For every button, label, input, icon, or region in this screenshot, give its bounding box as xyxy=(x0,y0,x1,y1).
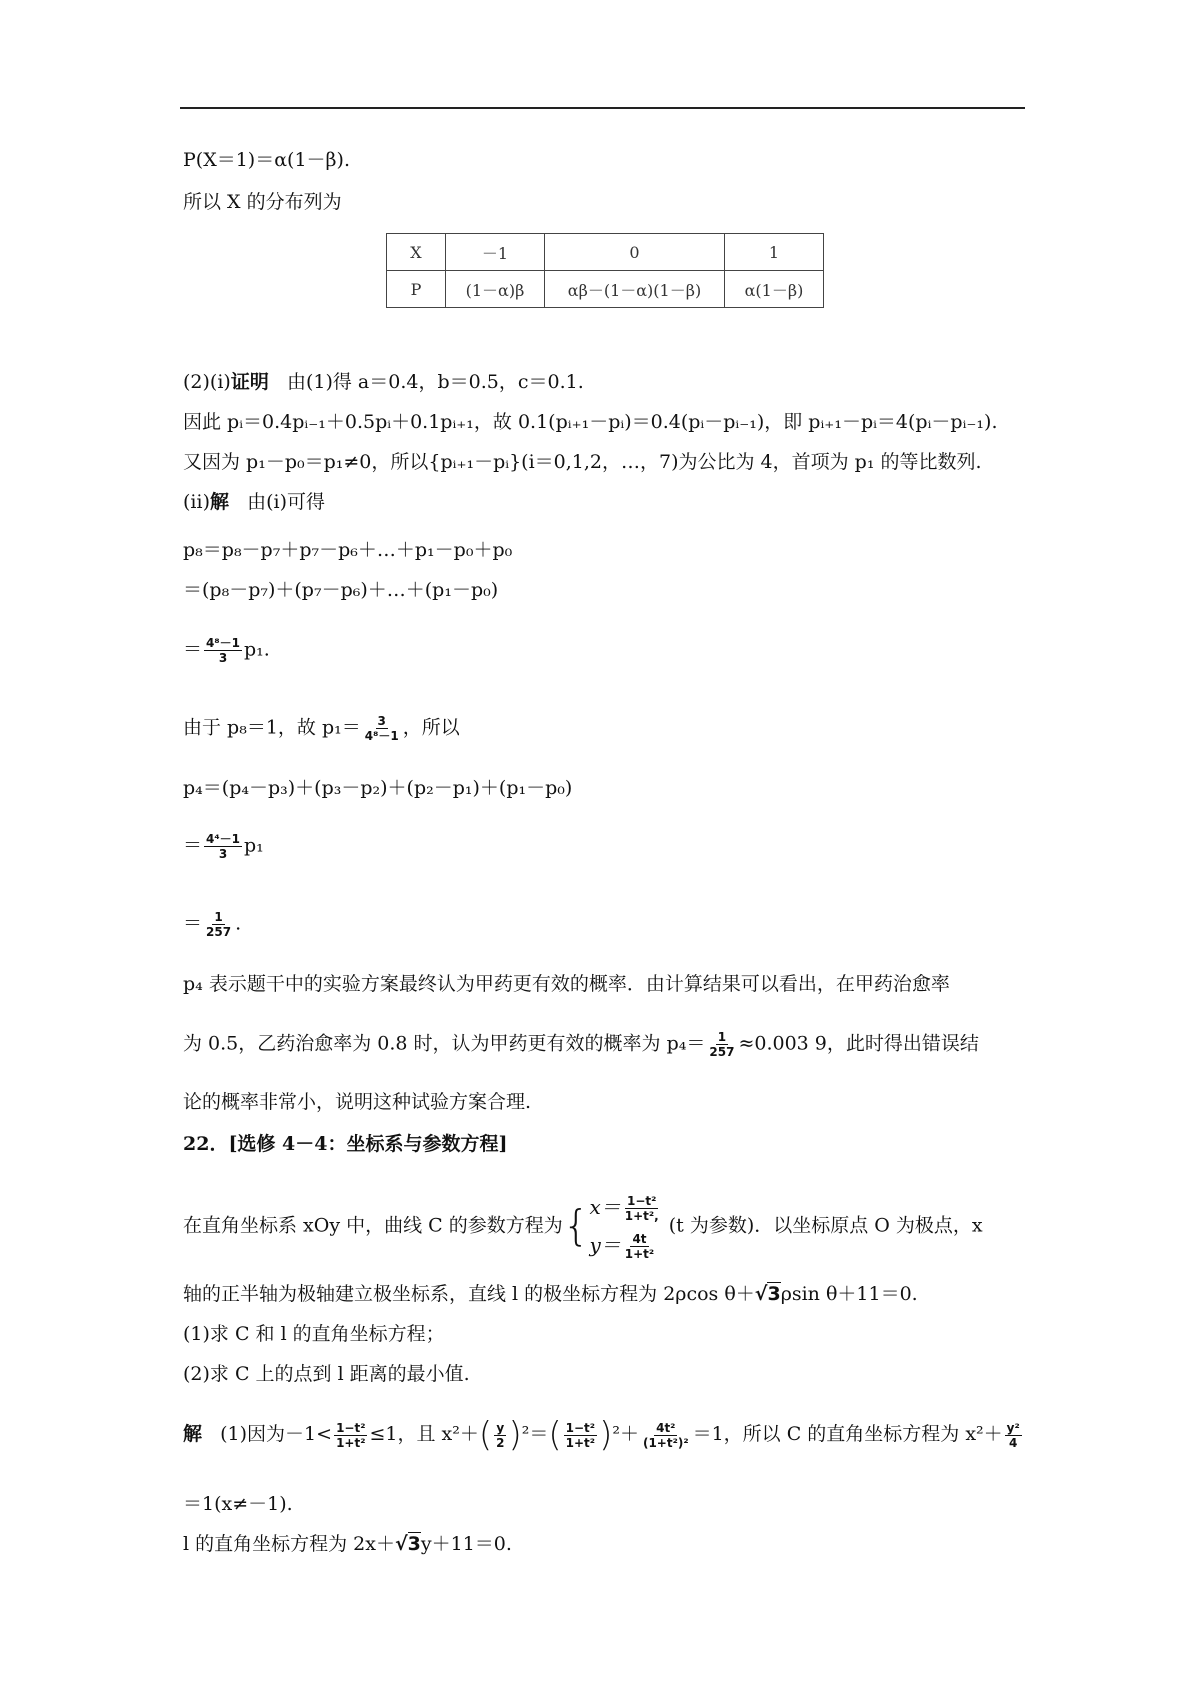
prefix: l 的直角坐标方程为 2x＋ xyxy=(183,1533,395,1555)
brace-icon: { xyxy=(562,1201,590,1250)
fraction xyxy=(564,1421,597,1450)
equals-sign: ＝ xyxy=(183,834,203,857)
suffix: (t 为参数)．以坐标原点 O 为极点，x xyxy=(662,1214,983,1237)
equation-p4-mid xyxy=(183,832,264,861)
fraction xyxy=(641,1421,691,1450)
table-cell: P xyxy=(387,271,446,308)
equation-p8-sum: p₈＝p₈－p₇＋p₇－p₆＋…＋p₁－p₀＋p₀ xyxy=(183,539,513,561)
fraction xyxy=(707,1030,736,1059)
question-22-parametric xyxy=(183,1188,983,1264)
part-label: (ⅱ) xyxy=(183,491,210,513)
radicand: 3 xyxy=(407,1533,421,1555)
numerator: y² xyxy=(1006,1420,1020,1435)
fraction xyxy=(494,1421,506,1450)
denominator: 1+t², xyxy=(624,1209,659,1223)
suffix: y＋11＝0. xyxy=(420,1533,512,1555)
fraction xyxy=(1005,1421,1022,1450)
denominator: 2 xyxy=(496,1435,505,1450)
x-equation xyxy=(589,1188,662,1226)
parametric-system xyxy=(563,1188,663,1264)
denominator: 1+t² xyxy=(565,1435,596,1450)
text-part: (1)因为－1< xyxy=(220,1423,333,1445)
conclusion-line-2 xyxy=(183,1030,979,1059)
conclusion-line-3: 论的概率非常小，说明这种试验方案合理. xyxy=(183,1091,532,1113)
part-2i-heading xyxy=(183,370,584,394)
equals-sign: ＝ xyxy=(183,638,203,661)
header-rule xyxy=(180,107,1025,109)
numerator: 1 xyxy=(717,1030,727,1044)
suffix: ≈0.003 9，此时得出错误结 xyxy=(738,1032,979,1055)
part-2ii-heading xyxy=(183,490,325,514)
equation-p-x-1: P(X＝1)＝α(1－β). xyxy=(183,149,350,171)
denominator: 4 xyxy=(1009,1435,1018,1450)
table-cell: X xyxy=(387,234,446,271)
numerator: y xyxy=(496,1420,505,1435)
denominator: 257 xyxy=(206,925,232,939)
question-22-part-1: (1)求 C 和 l 的直角坐标方程； xyxy=(183,1323,445,1345)
x-lhs: x＝ xyxy=(589,1195,621,1219)
denominator: 4⁸－1 xyxy=(364,729,399,743)
table-cell: α(1－β) xyxy=(725,271,824,308)
left-paren-icon: ( xyxy=(478,1415,493,1455)
part-text: 由(1)得 a＝0.4，b＝0.5，c＝0.1. xyxy=(286,371,584,393)
numerator: 1 xyxy=(214,910,223,924)
y-equation xyxy=(589,1226,662,1264)
sqrt-symbol: √3 xyxy=(394,1533,421,1555)
text-part: ＝1，所以 C 的直角坐标方程为 x²＋ xyxy=(692,1423,1003,1445)
numerator: 3 xyxy=(377,714,386,728)
conclusion-line-1: p₄ 表示题干中的实验方案最终认为甲药更有效的概率．由计算结果可以看出，在甲药治愈率 xyxy=(183,973,950,995)
question-22-polar xyxy=(183,1282,918,1306)
equation-p4-result xyxy=(183,910,241,939)
numerator: 4⁸－1 xyxy=(206,636,240,650)
y-lhs: y＝ xyxy=(589,1233,621,1257)
question-22-part-2: (2)求 C 上的点到 l 距离的最小值. xyxy=(183,1363,470,1385)
table-row xyxy=(387,271,824,308)
solution-line-3 xyxy=(183,1532,512,1556)
part-text: 由(ⅰ)可得 xyxy=(247,491,326,513)
solution-line-2: ＝1(x≠－1). xyxy=(183,1493,293,1515)
numerator: 1−t² xyxy=(336,1420,366,1435)
table-cell: αβ－(1－α)(1－β) xyxy=(545,271,725,308)
numerator: 1−t² xyxy=(627,1194,657,1208)
distribution-table xyxy=(386,233,824,308)
solution-label: 解 xyxy=(183,1423,203,1445)
suffix: p₁ xyxy=(243,834,264,857)
suffix: p₁. xyxy=(243,638,270,661)
prefix: 由于 p₈＝1，故 p₁＝ xyxy=(183,716,361,739)
text-part: ²＋ xyxy=(612,1423,639,1445)
table-cell: －1 xyxy=(446,234,545,271)
denominator: 3 xyxy=(218,651,228,665)
equals-sign: ＝ xyxy=(183,912,203,935)
left-paren-icon: ( xyxy=(548,1415,562,1455)
denominator: (1+t²)² xyxy=(642,1435,689,1450)
denominator: 1+t² xyxy=(336,1435,366,1450)
equation-p8-result xyxy=(183,636,270,665)
solution-label: 解 xyxy=(209,491,229,513)
equation-p4-sum: p₄＝(p₄－p₃)＋(p₃－p₂)＋(p₂－p₁)＋(p₁－p₀) xyxy=(183,777,573,799)
question-22-title: 22．[选修 4－4：坐标系与参数方程] xyxy=(183,1133,508,1155)
numerator: 4⁴－1 xyxy=(206,832,240,846)
right-paren-icon: ) xyxy=(599,1415,613,1455)
fraction xyxy=(204,636,242,665)
right-paren-icon: ) xyxy=(508,1415,522,1455)
prefix: 为 0.5，乙药治愈率为 0.8 时，认为甲药更有效的概率为 p₄＝ xyxy=(183,1032,706,1055)
prefix: 轴的正半轴为极轴建立极坐标系，直线 l 的极坐标方程为 2ρcos θ＋ xyxy=(183,1283,755,1305)
proof-label: 证明 xyxy=(230,371,269,393)
suffix: ，所以 xyxy=(402,716,460,739)
sqrt-symbol: √3 xyxy=(754,1283,781,1305)
text-part: ²＝ xyxy=(521,1423,549,1445)
text-part: ≤1，且 x²＋ xyxy=(369,1423,479,1445)
fraction xyxy=(334,1421,367,1450)
numerator: 4t xyxy=(632,1232,647,1246)
part-label: (2)(ⅰ) xyxy=(183,371,231,393)
system-rows xyxy=(589,1188,662,1264)
numerator: 1−t² xyxy=(565,1420,596,1435)
geometric-sequence-line: 又因为 p₁－p₀＝p₁≠0，所以{pᵢ₊₁－pᵢ}(i＝0,1,2，…，7)为公比为 4，首项为 p₁ 的等比数列. xyxy=(183,451,982,473)
fraction xyxy=(363,714,401,743)
denominator: 3 xyxy=(218,847,228,861)
denominator: 1+t² xyxy=(624,1247,655,1261)
distribution-intro: 所以 X 的分布列为 xyxy=(183,191,342,213)
solution-line-1 xyxy=(183,1415,1024,1455)
numerator: 4t² xyxy=(656,1420,676,1435)
equation-p1 xyxy=(183,714,460,743)
denominator: 257 xyxy=(709,1045,735,1059)
recurrence-line: 因此 pᵢ＝0.4pᵢ₋₁＋0.5pᵢ＋0.1pᵢ₊₁，故 0.1(pᵢ₊₁－pᵢ)＝0.4(pᵢ－pᵢ₋₁)，即 pᵢ₊₁－pᵢ＝4(pᵢ－pᵢ₋₁). xyxy=(183,411,998,433)
table-cell: (1－α)β xyxy=(446,271,545,308)
equation-p8-grouped: ＝(p₈－p₇)＋(p₇－p₆)＋…＋(p₁－p₀) xyxy=(183,579,499,601)
table-cell: 1 xyxy=(725,234,824,271)
radicand: 3 xyxy=(767,1283,781,1305)
fraction xyxy=(204,910,233,939)
fraction xyxy=(623,1232,656,1261)
table-row xyxy=(387,234,824,271)
prefix: 在直角坐标系 xOy 中，曲线 C 的参数方程为 xyxy=(183,1214,563,1237)
fraction xyxy=(623,1194,661,1223)
table-cell: 0 xyxy=(545,234,725,271)
suffix: . xyxy=(235,912,242,935)
suffix: ρsin θ＋11＝0. xyxy=(780,1283,918,1305)
fraction xyxy=(204,832,242,861)
